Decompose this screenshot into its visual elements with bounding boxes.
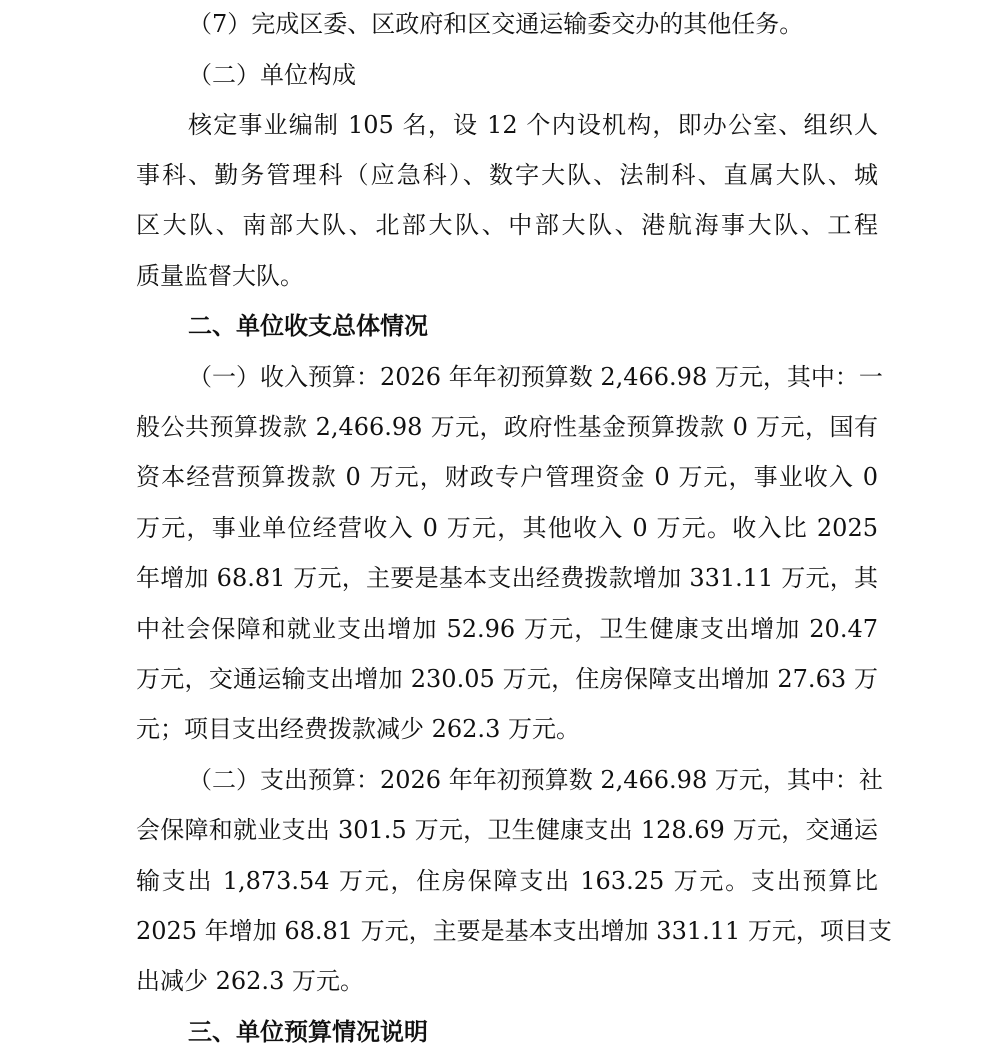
paragraph-line: 资本经营预算拨款 0 万元，财政专户管理资金 0 万元，事业收入 0 — [136, 463, 878, 491]
paragraph-line: 中社会保障和就业支出增加 52.96 万元，卫生健康支出增加 20.47 — [136, 615, 878, 643]
section-heading-unit-composition: （二）单位构成 — [188, 61, 356, 89]
paragraph-line: 事科、勤务管理科（应急科）、数字大队、法制科、直属大队、城 — [136, 161, 878, 189]
paragraph-line: 万元，事业单位经营收入 0 万元，其他收入 0 万元。收入比 2025 — [136, 514, 878, 542]
paragraph-line: 元；项目支出经费拨款减少 262.3 万元。 — [136, 715, 580, 743]
section-heading-budget-explanation: 三、单位预算情况说明 — [188, 1017, 428, 1046]
paragraph-line: 区大队、南部大队、北部大队、中部大队、港航海事大队、工程 — [136, 211, 878, 239]
paragraph-line: 2025 年增加 68.81 万元，主要是基本支出增加 331.11 万元，项目支 — [136, 917, 892, 945]
paragraph-line: 输支出 1,873.54 万元，住房保障支出 163.25 万元。支出预算比 — [136, 867, 878, 895]
task-item-7: （7）完成区委、区政府和区交通运输委交办的其他任务。 — [188, 10, 804, 38]
section-heading-overall: 二、单位收支总体情况 — [188, 311, 428, 340]
paragraph-line: 会保障和就业支出 301.5 万元，卫生健康支出 128.69 万元，交通运 — [136, 816, 878, 844]
paragraph-line: 般公共预算拨款 2,466.98 万元，政府性基金预算拨款 0 万元，国有 — [136, 413, 878, 441]
paragraph-line: 质量监督大队。 — [136, 262, 304, 290]
paragraph-line: 出减少 262.3 万元。 — [136, 967, 364, 995]
paragraph-line: 核定事业编制 105 名，设 12 个内设机构，即办公室、组织人 — [188, 111, 878, 139]
paragraph-line: （一）收入预算：2026 年年初预算数 2,466.98 万元，其中：一 — [188, 363, 883, 391]
paragraph-line: （二）支出预算：2026 年年初预算数 2,466.98 万元，其中：社 — [188, 766, 883, 794]
paragraph-line: 万元，交通运输支出增加 230.05 万元，住房保障支出增加 27.63 万 — [136, 665, 878, 693]
paragraph-line: 年增加 68.81 万元，主要是基本支出经费拨款增加 331.11 万元，其 — [136, 564, 878, 592]
